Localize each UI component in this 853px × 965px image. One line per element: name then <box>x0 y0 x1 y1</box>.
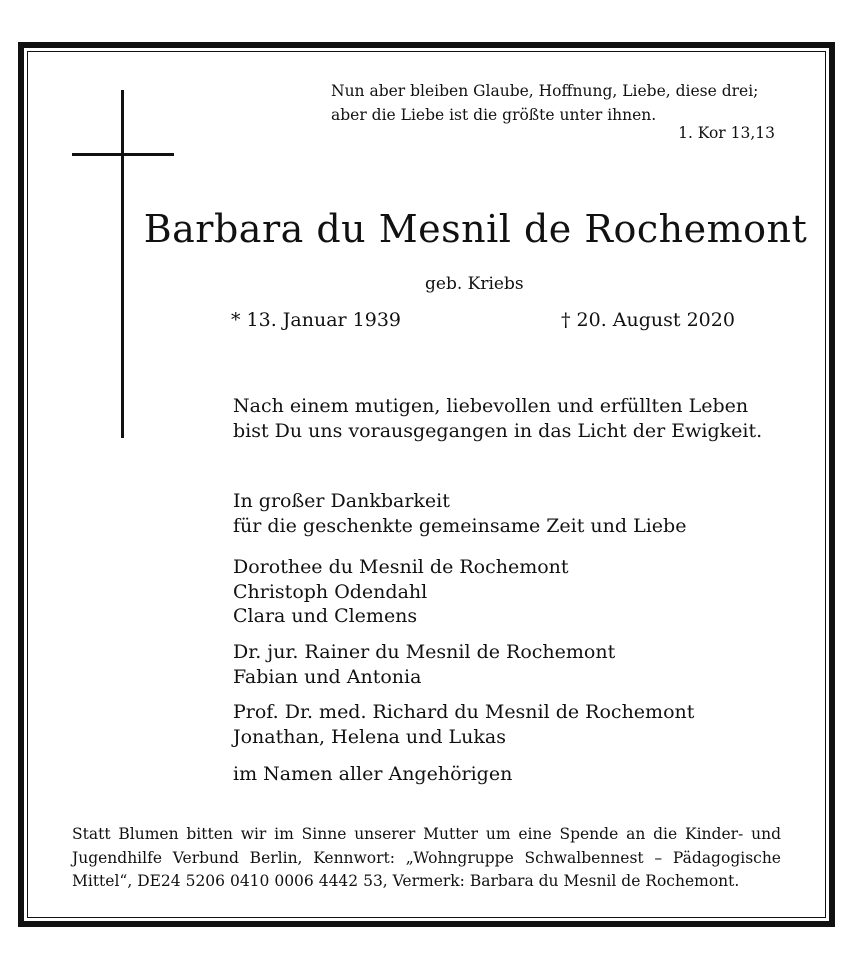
cross-icon <box>121 90 124 438</box>
birth-name: geb. Kriebs <box>425 274 524 294</box>
inner-border <box>27 51 826 918</box>
mourner-group <box>233 700 694 749</box>
mourner-name: Prof. Dr. med. Richard du Mesnil de Rochemont <box>233 701 695 723</box>
deceased-name: Barbara du Mesnil de Rochemont <box>143 207 808 251</box>
tribute-text <box>233 394 762 443</box>
closing-line: im Namen aller Angehörigen <box>233 763 513 785</box>
donation-note: Statt Blumen bitten wir im Sinne unserer Mutter um eine Spende an die Kinder- und Jugendhilfe Verbund Berlin, Kennwort: „Wohngruppe Schwalbennest – Pädagogische Mittel“, DE24 5206 0410 0006 4442 53, Vermerk: Barbara du Mesnil de Rochemont. <box>72 825 781 890</box>
birth-date: * 13. Januar 1939 <box>231 309 402 331</box>
mourner-name: Christoph Odendahl <box>233 580 428 603</box>
tribute-line: bist Du uns vorausgegangen in das Licht der Ewigkeit. <box>233 419 763 442</box>
cross-icon-bar <box>72 153 174 156</box>
mourner-group <box>233 555 569 629</box>
mourner-group <box>233 640 615 689</box>
mourner-name: Jonathan, Helena und Lukas <box>233 725 506 748</box>
gratitude-line: für die geschenkte gemeinsame Zeit und Liebe <box>233 514 687 537</box>
quote-line: aber die Liebe ist die größte unter ihnen. <box>331 106 657 124</box>
tribute-line: Nach einem mutigen, liebevollen und erfüllten Leben <box>233 395 749 417</box>
mourner-name: Dorothee du Mesnil de Rochemont <box>233 556 569 578</box>
bible-quote <box>331 79 758 127</box>
quote-line: Nun aber bleiben Glaube, Hoffnung, Liebe, diese drei; <box>331 82 759 100</box>
mourner-name: Fabian und Antonia <box>233 665 422 688</box>
quote-reference: 1. Kor 13,13 <box>678 124 775 142</box>
gratitude-line: In großer Dankbarkeit <box>233 490 450 512</box>
mourner-name: Dr. jur. Rainer du Mesnil de Rochemont <box>233 641 616 663</box>
death-date: † 20. August 2020 <box>561 309 735 331</box>
mourner-name: Clara und Clemens <box>233 605 418 627</box>
gratitude-text <box>233 489 686 538</box>
